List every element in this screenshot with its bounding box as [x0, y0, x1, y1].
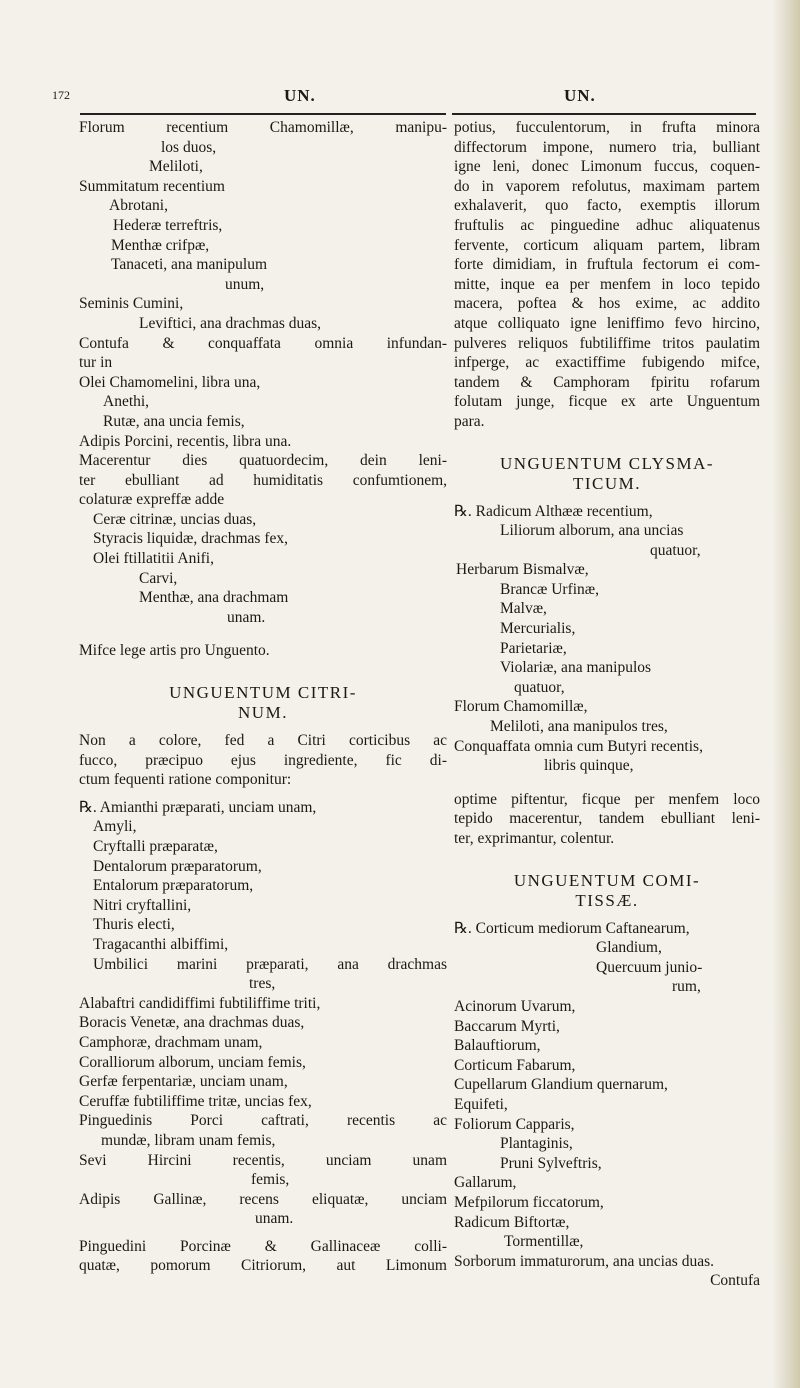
text-line: folutam junge, ficque ex arte Unguentum	[454, 393, 760, 411]
section-title: UNGUENTUM COMI-	[513, 870, 701, 890]
text-line: fervente, corticum aliquam partem, libram	[454, 236, 760, 254]
text-line: Conquaffata omnia cum Butyri recentis,	[454, 737, 703, 755]
text-line: ctum fequenti ratione componitur:	[79, 771, 292, 789]
text-line: ℞. Corticum mediorum Caftanearum,	[454, 919, 690, 937]
line-gap	[79, 790, 447, 798]
text-line: Contufa & conquaffata omnia infundan-	[79, 334, 447, 352]
text-line: Foliorum Capparis,	[454, 1115, 575, 1133]
text-line: optime piftentur, ficque per menfem loco	[454, 790, 760, 808]
page-number: 172	[52, 88, 70, 102]
text-line: Meliloti,	[149, 158, 203, 176]
line-gap	[454, 494, 760, 502]
text-line: do in vaporem refolutus, maximam partem	[454, 177, 760, 195]
text-line: mundæ, libram unam femis,	[101, 1131, 276, 1149]
text-line: unum,	[225, 275, 265, 293]
text-line: Herbarum Bismalvæ,	[456, 561, 589, 579]
running-head-right: UN.	[564, 86, 596, 105]
text-line: Radicum Biftortæ,	[454, 1213, 570, 1231]
text-line: Meliloti, ana manipulos tres,	[490, 718, 668, 736]
text-line: para.	[454, 412, 485, 430]
line-gap	[79, 1229, 447, 1237]
line-gap	[454, 432, 760, 454]
text-line: Brancæ Urfinæ,	[500, 580, 600, 598]
text-line: Tanaceti, ana manipulum	[111, 256, 268, 274]
text-line: unam.	[227, 608, 266, 626]
page-edge-shadow	[772, 0, 800, 1388]
text-line: Gallarum,	[454, 1174, 517, 1192]
text-line: quatuor,	[514, 678, 565, 696]
text-line: igne leni, donec Limonum fuccus, coquen-	[454, 158, 760, 176]
text-line: Corticum Fabarum,	[454, 1056, 576, 1074]
text-line: Mercurialis,	[500, 620, 576, 638]
text-line: Adipis Gallinæ, recens eliquatæ, unciam	[79, 1190, 447, 1208]
text-line: femis,	[251, 1171, 290, 1189]
text-line: fucco, præcipuo ejus ingrediente, fic di-	[79, 751, 447, 769]
text-line: Violariæ, ana manipulos	[500, 659, 652, 677]
text-line: Leviftici, ana drachmas duas,	[139, 314, 322, 332]
text-line: ℞. Radicum Althææ recentium,	[454, 502, 653, 520]
section-title: TISSÆ.	[575, 890, 639, 910]
text-line: Parietariæ,	[500, 639, 567, 657]
text-line: Mifce lege artis pro Unguento.	[79, 642, 270, 660]
text-line: Pruni Sylveftris,	[500, 1154, 602, 1172]
line-gap	[454, 849, 760, 871]
text-line: Sevi Hircini recentis, unciam unam	[79, 1151, 447, 1169]
text-line: potius, fucculentorum, in frufta minora	[454, 119, 760, 136]
text-line: pulveres reliquos fubtiliffime tritos paulatim	[454, 334, 760, 352]
text-line: Cryftalli præparatæ,	[93, 838, 218, 855]
text-line: Carvi,	[139, 569, 178, 587]
text-line: Florum recentium Chamomillæ, manipu-	[79, 119, 447, 136]
section-title: UNGUENTUM CLYSMA-	[499, 453, 715, 473]
header-rule-left	[80, 113, 446, 115]
text-line: ter, exprimantur, colentur.	[454, 830, 615, 847]
text-line: Tragacanthi albiffimi,	[93, 935, 229, 953]
text-line: Seminis Cumini,	[79, 295, 184, 313]
text-line: infperge, ac exactiffime fubigendo mifce,	[454, 354, 760, 372]
text-line: Sorborum immaturorum, ana uncias duas.	[454, 1252, 715, 1270]
text-line: Camphoræ, drachmam unam,	[79, 1033, 263, 1051]
text-line: Menthæ crifpæ,	[111, 236, 210, 254]
line-gap	[79, 661, 447, 683]
text-line: Malvæ,	[500, 600, 547, 618]
section-title: TICUM.	[572, 473, 642, 493]
text-line: tandem & Camphoram fpiritu rofarum	[454, 373, 760, 391]
text-line: Nitri cryftallini,	[93, 896, 192, 914]
text-line: Adipis Porcini, recentis, libra una.	[79, 432, 292, 450]
text-line: ter ebulliant ad humiditatis confumtionem,	[79, 471, 447, 489]
text-line: Baccarum Myrti,	[454, 1017, 560, 1035]
text-line: Quercuum junio-	[596, 958, 703, 976]
text-line: Tormentillæ,	[504, 1233, 584, 1251]
text-line: Boracis Venetæ, ana drachmas duas,	[79, 1014, 305, 1032]
header-rule-right	[452, 113, 756, 115]
line-gap	[79, 723, 447, 731]
text-line: Acinorum Uvarum,	[454, 997, 576, 1015]
text-line: Glandium,	[596, 939, 662, 957]
left-column	[79, 118, 447, 1276]
text-line: quatæ, pomorum Citriorum, aut Limonum	[79, 1257, 447, 1275]
text-line: Abrotani,	[109, 197, 168, 215]
text-line: Amyli,	[93, 818, 137, 836]
page-header	[52, 86, 758, 110]
text-line: Alabaftri candidiffimi fubtiliffime triti,	[79, 994, 321, 1012]
text-line: Hederæ terreftris,	[113, 216, 223, 234]
text-line: Equifeti,	[454, 1095, 508, 1113]
text-line: Cupellarum Glandium quernarum,	[454, 1076, 668, 1094]
text-line: Summitatum recentium	[79, 177, 225, 195]
text-line: tepido macerentur, tandem ebulliant leni-	[454, 810, 760, 828]
text-line: atque colliquato igne leniffimo fevo hircino,	[454, 314, 760, 332]
text-line: Dentalorum præparatorum,	[93, 857, 262, 875]
text-line: diffectorum impone, numero tria, bulliant	[454, 138, 760, 156]
text-line: Contufa	[710, 1272, 760, 1290]
text-line: Macerentur dies quatuordecim, dein leni-	[79, 452, 447, 470]
text-line: rum,	[672, 978, 701, 996]
text-line: Pinguedini Porcinæ & Gallinaceæ colli-	[79, 1237, 447, 1255]
text-line: unam.	[255, 1210, 294, 1228]
text-line: tur in	[79, 354, 113, 372]
text-line: los duos,	[161, 138, 217, 156]
text-line: macera, poftea & hos exime, ac addito	[454, 295, 760, 313]
text-line: Umbilici marini præparati, ana drachmas	[93, 955, 447, 973]
section-title: UNGUENTUM CITRI-	[169, 683, 357, 703]
text-line: Styracis liquidæ, drachmas fex,	[93, 530, 288, 548]
text-line: Entalorum præparatorum,	[93, 877, 254, 895]
text-line: ℞. Amianthi præparati, unciam unam,	[79, 798, 317, 816]
text-line: Plantaginis,	[500, 1135, 573, 1153]
running-head-left: UN.	[284, 86, 316, 105]
line-gap	[454, 911, 760, 919]
text-line: mitte, inque ea per menfem in loco tepido	[454, 275, 760, 293]
text-line: Ceræ citrinæ, uncias duas,	[93, 510, 257, 528]
text-line: Liliorum alborum, ana uncias	[500, 522, 684, 540]
text-line: tres,	[249, 975, 276, 993]
text-line: fruftulis ac pinguedine adhuc aliquatenus	[454, 216, 760, 234]
section-title: NUM.	[238, 703, 288, 723]
text-line: Rutæ, ana uncia femis,	[103, 412, 245, 430]
text-line: Mefpilorum ficcatorum,	[454, 1193, 604, 1211]
text-line: Olei Chamomelini, libra una,	[79, 373, 261, 391]
text-line: libris quinque,	[544, 757, 634, 775]
text-line: Balauftiorum,	[454, 1037, 541, 1055]
text-line: quatuor,	[650, 541, 701, 559]
text-line: forte dimidiam, in fruftula fectorum ei com-	[454, 256, 760, 274]
text-line: Pinguedinis Porci caftrati, recentis ac	[79, 1112, 447, 1130]
text-line: Coralliorum alborum, unciam femis,	[79, 1053, 306, 1071]
text-line: Anethi,	[103, 393, 150, 411]
text-line: Ceruffæ fubtiliffime tritæ, uncias fex,	[79, 1092, 312, 1110]
text-line: exhalaverit, quo facto, exemptis illorum	[454, 197, 760, 215]
text-line: Non a colore, fed a Citri corticibus ac	[79, 732, 447, 750]
line-gap	[79, 627, 447, 641]
right-column	[454, 118, 760, 1291]
line-gap	[454, 776, 760, 790]
text-line: Florum Chamomillæ,	[454, 698, 588, 716]
text-line: Menthæ, ana drachmam	[139, 589, 289, 607]
text-line: Olei ftillatitii Anifi,	[93, 550, 214, 568]
text-line: Thuris electi,	[93, 916, 175, 934]
text-line: Gerfæ ferpentariæ, unciam unam,	[79, 1073, 288, 1091]
text-line: colaturæ expreffæ adde	[79, 491, 225, 509]
